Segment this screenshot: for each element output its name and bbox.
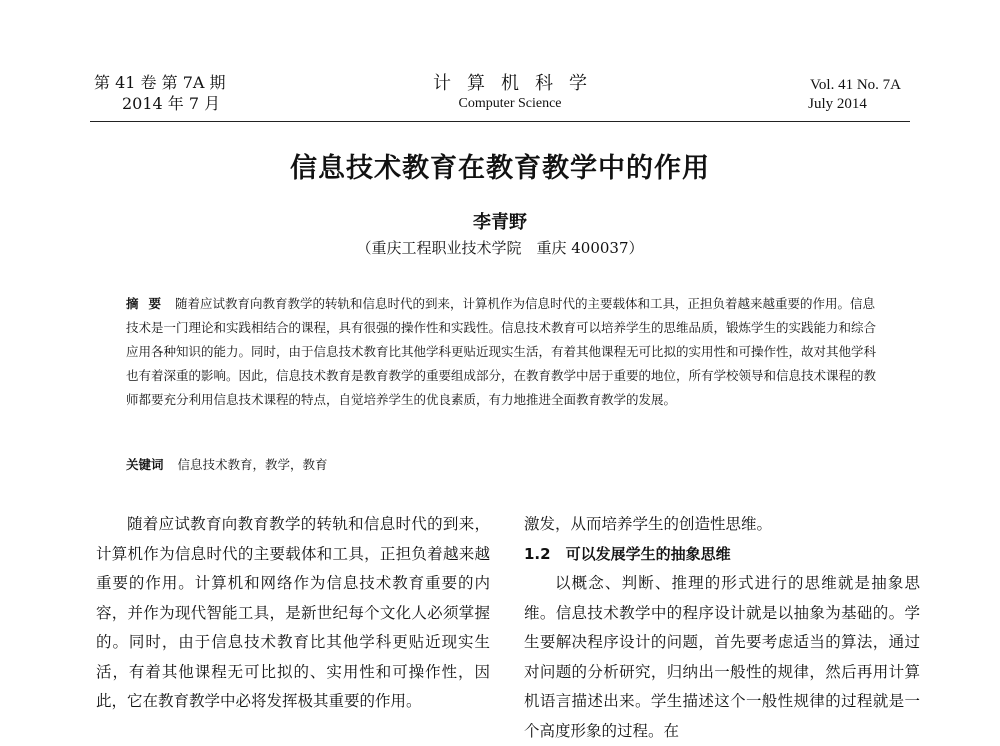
intro-paragraph: 随着应试教育向教育教学的转轨和信息时代的到来，计算机作为信息时代的主要载体和工具，正担负着越来越重要的作用。计算机和网络作为信息技术教育重要的内容，并作为现代智能工具，是新世纪每个文化人必须掌握的。同时，由于信息技术教育比其他学科更贴近现实生活，有着其他课程无可比拟的、实用性和可操作性，因此，它在教育教学中必将发挥极其重要的作用。 — [96, 515, 490, 710]
abstract-text: 随着应试教育向教育教学的转轨和信息时代的到来，计算机作为信息时代的主要载体和工具，正担负着越来越重要的作用。信息技术是一门理论和实践相结合的课程，具有很强的操作性和实践性。信息技术教育可以培养学生的思维品质，锻炼学生的实践能力和综合应用各种知识的能力。同时，由于信息技术教育比其他学科更贴近现实生活，有着其他课程无可比拟的实用性和可操作性，故对其他学科也有着深重的影响。因此，信息技术教育是教育教学的重要组成部分，在教育教学中居于重要的地位，所有学校领导和信息技术课程的教师都要充分利用信息技术课程的特点，自觉培养学生的优良素质，有力地推进全面教育教学的发展。 — [126, 296, 877, 407]
volume-issue-en: Vol. 41 No. 7A — [810, 77, 901, 93]
journal-name-en: Computer Science — [458, 96, 562, 111]
section-heading: 1.2 可以发展学生的抽象思维 — [524, 544, 731, 563]
volume-issue: 第 41 卷 第 7A 期 — [94, 73, 226, 92]
continued-text: 激发，从而培养学生的创造性思维。 — [524, 515, 773, 533]
paper-title: 信息技术教育在教育教学中的作用 — [290, 153, 710, 184]
publication-date: 2014 年 7 月 — [122, 94, 221, 113]
body-column-left — [96, 510, 490, 717]
keywords-label: 关键词 — [126, 457, 164, 472]
abstract — [126, 292, 886, 412]
section-paragraph: 以概念、判断、推理的形式进行的思维就是抽象思维。信息技术教学中的程序设计就是以抽象为基础的。学生要解决程序设计的问题，首先要考虑适当的算法，通过对问题的分析研究，归纳出一般性的规律，然后再用计算机语言描述出来。学生描述这个一般性规律的过程就是一个高度形象的过程。在 — [524, 574, 920, 740]
author-affiliation: （重庆工程职业技术学院 重庆 400037） — [356, 239, 644, 257]
author-name: 李青野 — [473, 212, 527, 233]
body-column-right — [524, 510, 920, 746]
abstract-label: 摘要 — [126, 296, 172, 311]
keywords-text: 信息技术教育，教学，教育 — [177, 457, 328, 472]
keywords — [126, 454, 886, 476]
header-rule — [90, 121, 910, 122]
journal-name-cn: 计算机科学 — [433, 73, 603, 94]
journal-name — [400, 74, 620, 114]
issue-info — [94, 72, 226, 114]
publication-date-en: July 2014 — [808, 96, 867, 112]
issue-info-en — [760, 76, 901, 114]
